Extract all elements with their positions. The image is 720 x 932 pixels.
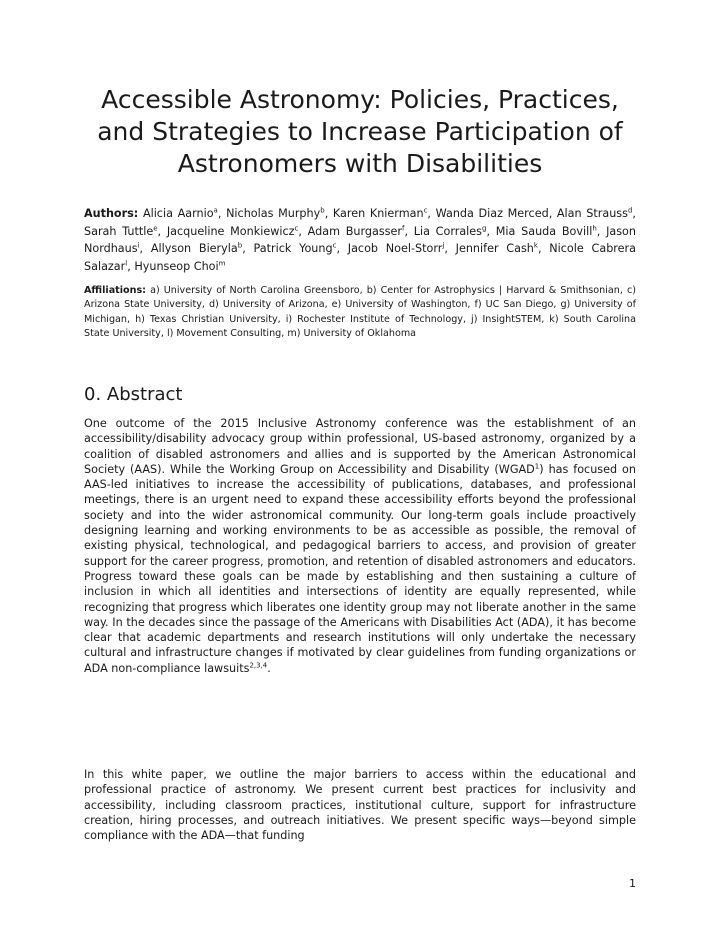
page-number: 1 xyxy=(629,877,636,890)
section-heading: 0. Abstract xyxy=(84,384,183,405)
author-names: Alicia Aarnio$^a$, Nicholas Murphy$^b$, Karen Knierman$^c$, Wanda Diaz Merced, Alan Strauss$^d$, Sarah Tuttle$^e$, Jacqueline Monkiewicz$^c$, Adam Burgasser$^f$, Lia Corrales$^g$, Mia Sauda Bovill$^h$, Jason Nordhaus$^i$, Allyson Bieryla$^b$, Patrick Young$^c$, Jacob Noel-Storr$^j$, Jennifer Cash$^k$, Nicole Cabrera Salazar$^l$, Hyunseop Choi$^m$ xyxy=(84,206,636,273)
author-name: Lia Corrales xyxy=(413,224,483,238)
author-name: Jason Nordhaus xyxy=(84,224,636,255)
authors-label: Authors: xyxy=(84,207,139,220)
footnote-ref-2[interactable]: 2,3,4 xyxy=(249,661,268,670)
author-affiliation-mark: b xyxy=(237,241,243,250)
abstract-p1-text-c: . xyxy=(267,661,271,675)
author-affiliation-mark: f xyxy=(401,223,405,232)
footnote-ref-1[interactable]: 1 xyxy=(534,462,540,471)
author-affiliation-mark: m xyxy=(218,258,226,267)
author-affiliation-mark: d xyxy=(627,206,633,215)
author-affiliation-mark: b xyxy=(320,206,325,215)
abstract-p1-text-b: ) has focused on AAS-led initiatives to increase the accessibility of publications, databases, and professional meetings, there is an urgent need to expand these accessibility efforts beyond the professional society and into the wider astronomical community. Our long-term goals include proactively designing learning and working environments to be as accessible as possible, the removal of existing physical, technological, and pedagogical barriers to access, and provision of greater support for the career progress, promotion, and retention of disabled astronomers and educators. Progress toward these goals can be made by establishing and then sustaining a culture of inclusion in which all identities and intersections of identity are equally represented, while recognizing that progress which liberates one identity group may not liberate another in the same way. In the decades since the passage of the Americans with Disabilities Act (ADA), it has become clear that academic departments and research institutions will only undertake the necessary cultural and infrastructure changes if motivated by clear guidelines from funding organizations or ADA non-compliance lawsuits xyxy=(84,462,636,675)
author-affiliation-mark: g xyxy=(482,223,487,232)
author-name: Allyson Bieryla xyxy=(150,242,238,255)
author-affiliation-mark: e xyxy=(153,223,158,232)
author-name: Alan Strauss xyxy=(556,207,628,220)
abstract-p1-text-a: One outcome of the 2015 Inclusive Astronomy conference was the establishment of an accessibility/disability advocacy group within professional, US-based astronomy, organized by a coalition of disabled astronomers and allies and is supported by the American Astronomical Society (AAS). While the Working Group on Accessibility and Disability (WGAD xyxy=(84,417,636,476)
author-name: Nicholas Murphy xyxy=(226,207,321,220)
author-affiliation-mark: k xyxy=(533,241,538,250)
author-name: Jennifer Cash xyxy=(455,242,534,255)
author-name: Sarah Tuttle xyxy=(84,224,154,238)
author-name: Adam Burgasser xyxy=(307,224,402,238)
author-name: Jacob Noel-Storr xyxy=(347,242,443,255)
author-name: Alicia Aarnio xyxy=(142,207,214,220)
author-list xyxy=(84,205,636,275)
author-name: Karen Knierman xyxy=(332,207,424,220)
affiliations-text: a) University of North Carolina Greensboro, b) Center for Astrophysics | Harvard & Smithsonian, c) Arizona State University, d) University of Arizona, e) University of Washington, f) UC San Diego, g) University of Michigan, h) Texas Christian University, i) Rochester Institute of Technology, j) InsightSTEM, k) South Carolina State University, l) Movement Consulting, m) University of Oklahoma xyxy=(84,285,636,340)
author-name: Nicole Cabrera Salazar xyxy=(84,242,636,273)
author-affiliation-mark: c xyxy=(423,206,428,215)
author-affiliation-mark: a xyxy=(213,206,218,215)
abstract-paragraph-2: In this white paper, we outline the major barriers to access within the educational and professional practice of astronomy. We present current best practices for inclusivity and accessibility, including classroom practices, institutional culture, support for infrastructure creation, hiring processes, and outreach initiatives. We present specific ways—beyond simple compliance with the ADA—that funding xyxy=(84,768,636,843)
abstract-paragraph-1 xyxy=(84,416,636,676)
affiliations xyxy=(84,284,636,342)
author-name: Wanda Diaz Merced xyxy=(435,207,549,220)
author-name: Hyunseop Choi xyxy=(134,259,219,273)
affiliations-label: Affiliations: xyxy=(84,285,147,296)
author-affiliation-mark: i xyxy=(137,241,140,250)
author-name: Mia Sauda Bovill xyxy=(495,224,593,238)
author-affiliation-mark: l xyxy=(125,258,128,267)
author-affiliation-mark: j xyxy=(442,241,445,250)
author-affiliation-mark: c xyxy=(294,223,299,232)
author-affiliation-mark: c xyxy=(332,241,337,250)
author-name: Patrick Young xyxy=(253,242,333,255)
author-name: Jacqueline Monkiewicz xyxy=(166,224,295,238)
author-affiliation-mark: h xyxy=(592,223,597,232)
paper-title: Accessible Astronomy: Policies, Practices, and Strategies to Increase Participation of Astronomers with Disabilities xyxy=(97,85,623,178)
